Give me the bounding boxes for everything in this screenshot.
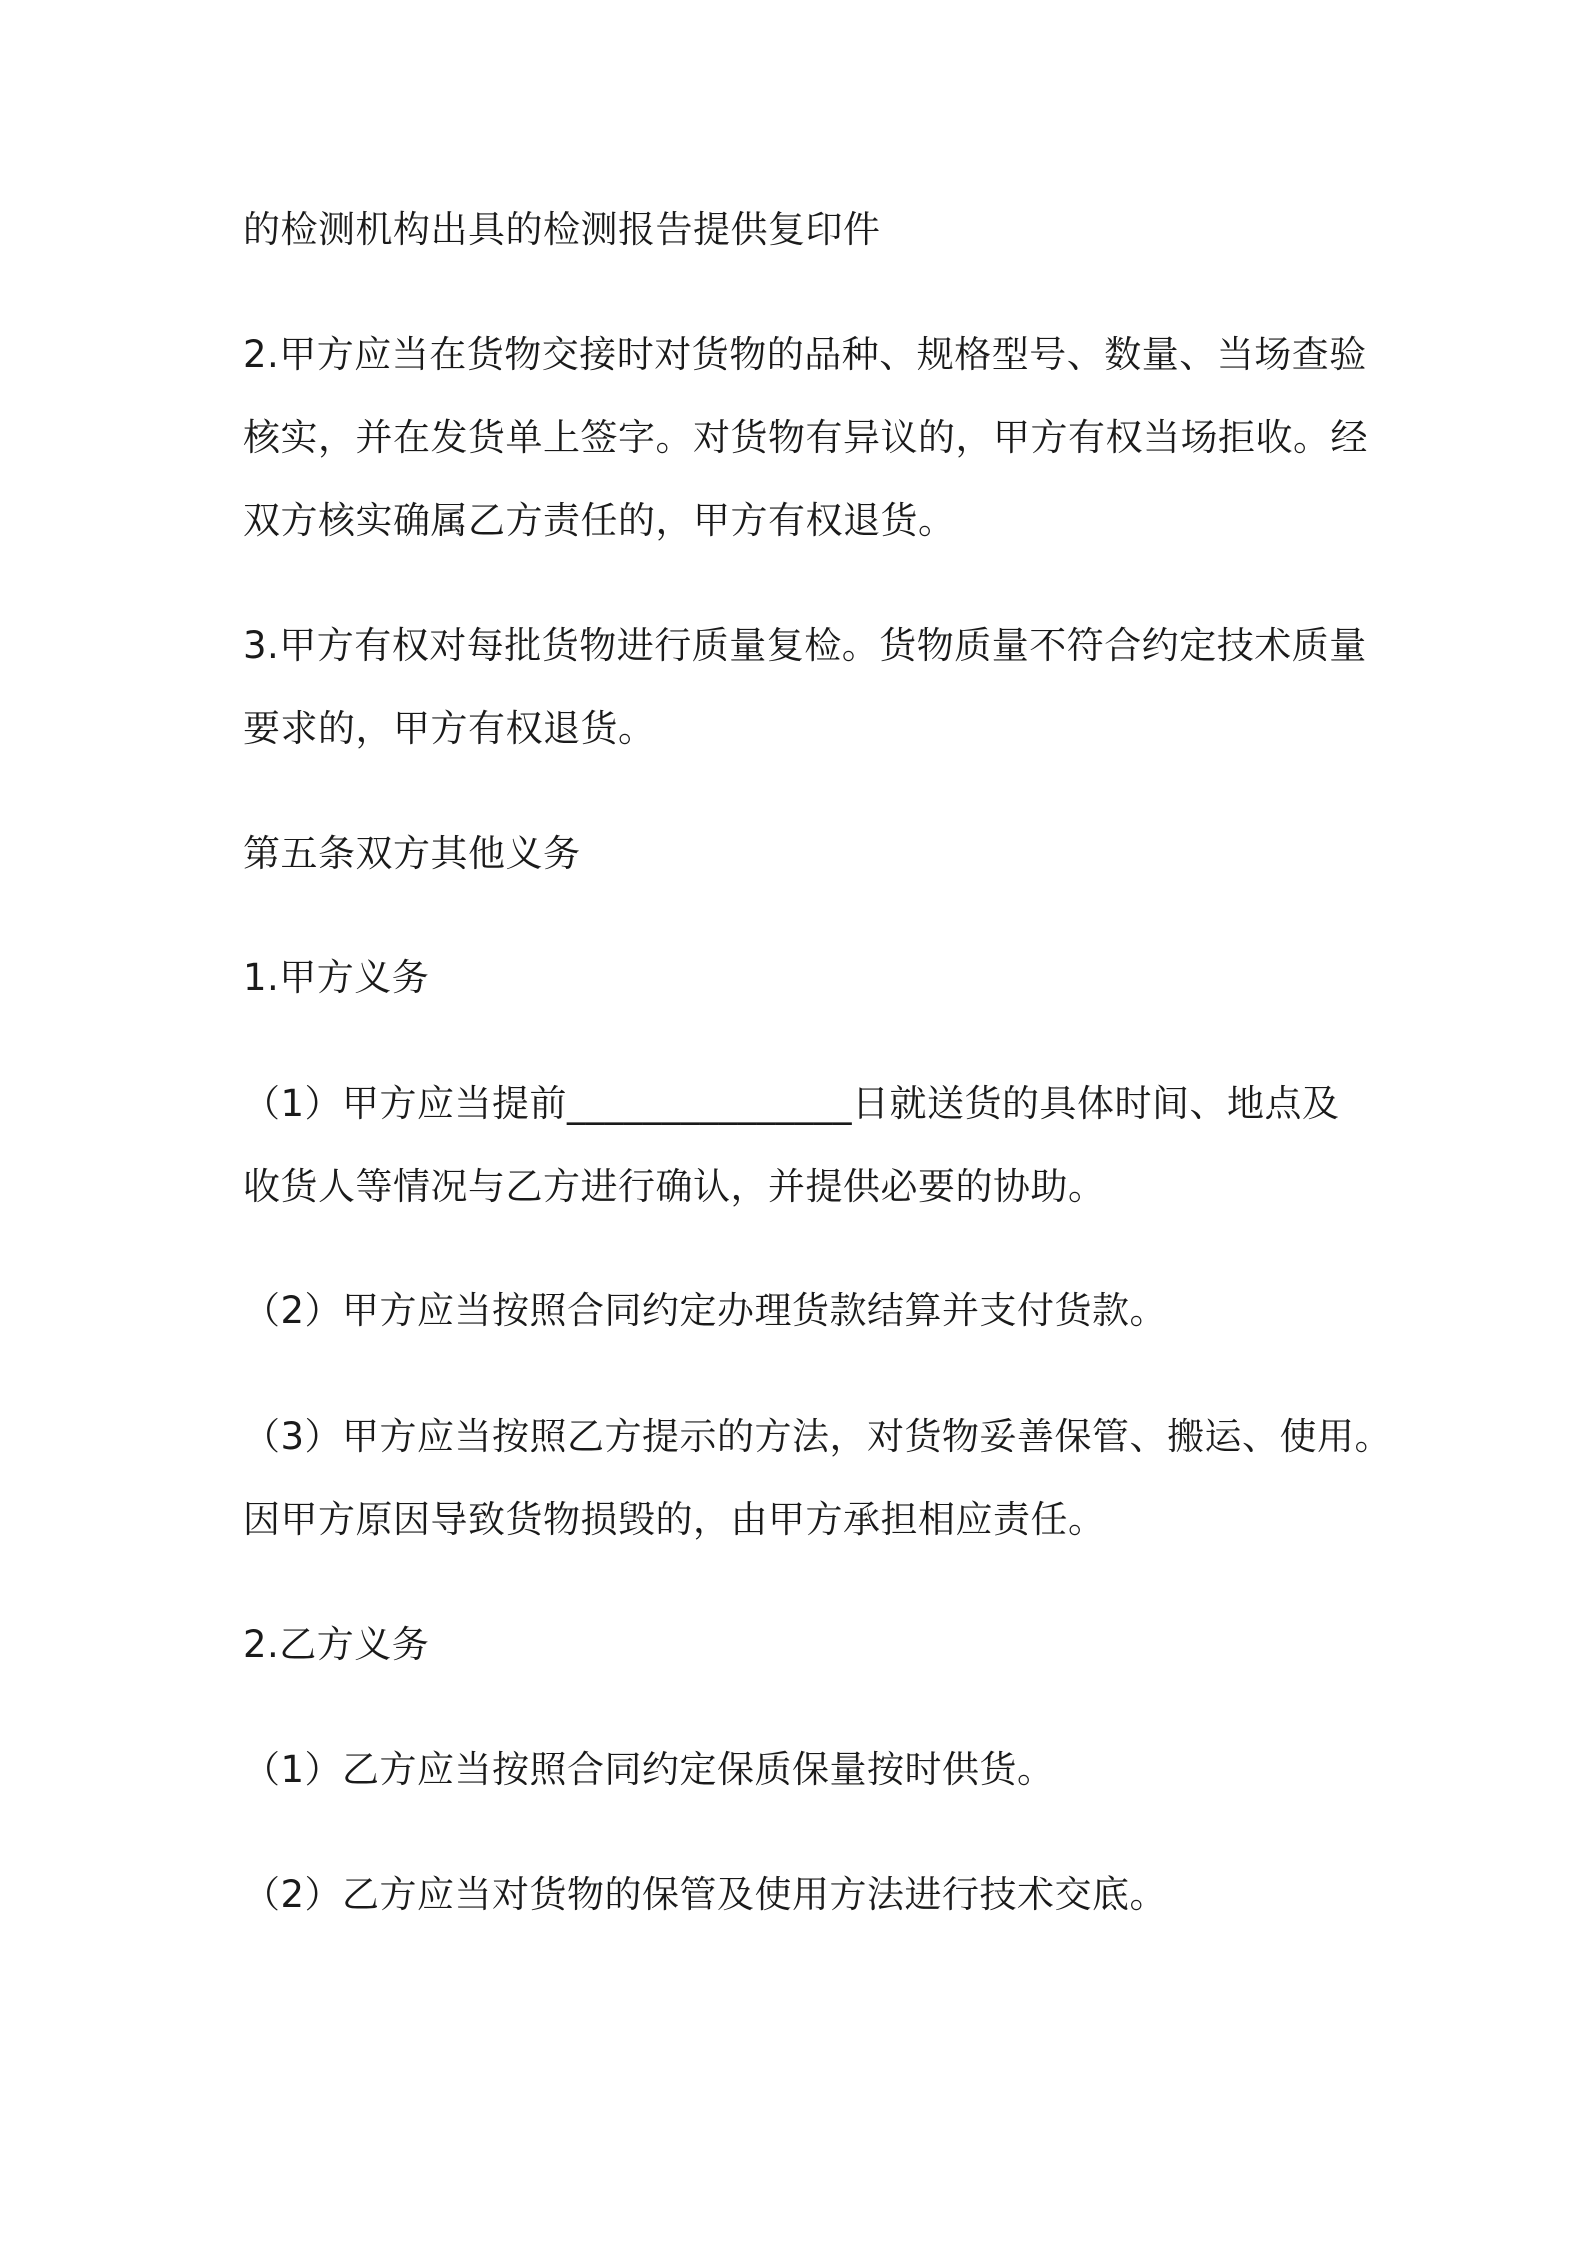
paragraph-line: 收货人等情况与乙方进行确认，并提供必要的协助。	[243, 1165, 1106, 1208]
paragraph-line: 核实，并在发货单上签字。对货物有异议的，甲方有权当场拒收。经	[243, 416, 1368, 459]
paragraph-line: （2）乙方应当对货物的保管及使用方法进行技术交底。	[243, 1873, 1168, 1916]
paragraph-line: 因甲方原因导致货物损毁的，由甲方承担相应责任。	[243, 1498, 1106, 1541]
subsection-heading: 2.乙方义务	[243, 1623, 430, 1666]
paragraph-line: 双方核实确属乙方责任的，甲方有权退货。	[243, 499, 956, 542]
paragraph-line: （1）乙方应当按照合同约定保质保量按时供货。	[243, 1748, 1055, 1791]
paragraph-line: （3）甲方应当按照乙方提示的方法，对货物妥善保管、搬运、使用。	[243, 1415, 1393, 1458]
paragraph-line: （1）甲方应当提前_______________日就送货的具体时间、地点及	[243, 1082, 1340, 1125]
subsection-heading: 1.甲方义务	[243, 956, 430, 999]
section-heading: 第五条双方其他义务	[243, 832, 581, 875]
paragraph-line: 2.甲方应当在货物交接时对货物的品种、规格型号、数量、当场查验	[243, 333, 1367, 376]
paragraph-line: 3.甲方有权对每批货物进行质量复检。货物质量不符合约定技术质量	[243, 624, 1367, 667]
paragraph-line: （2）甲方应当按照合同约定办理货款结算并支付货款。	[243, 1289, 1168, 1332]
paragraph-line: 要求的，甲方有权退货。	[243, 707, 656, 750]
paragraph-line: 的检测机构出具的检测报告提供复印件	[243, 208, 881, 251]
